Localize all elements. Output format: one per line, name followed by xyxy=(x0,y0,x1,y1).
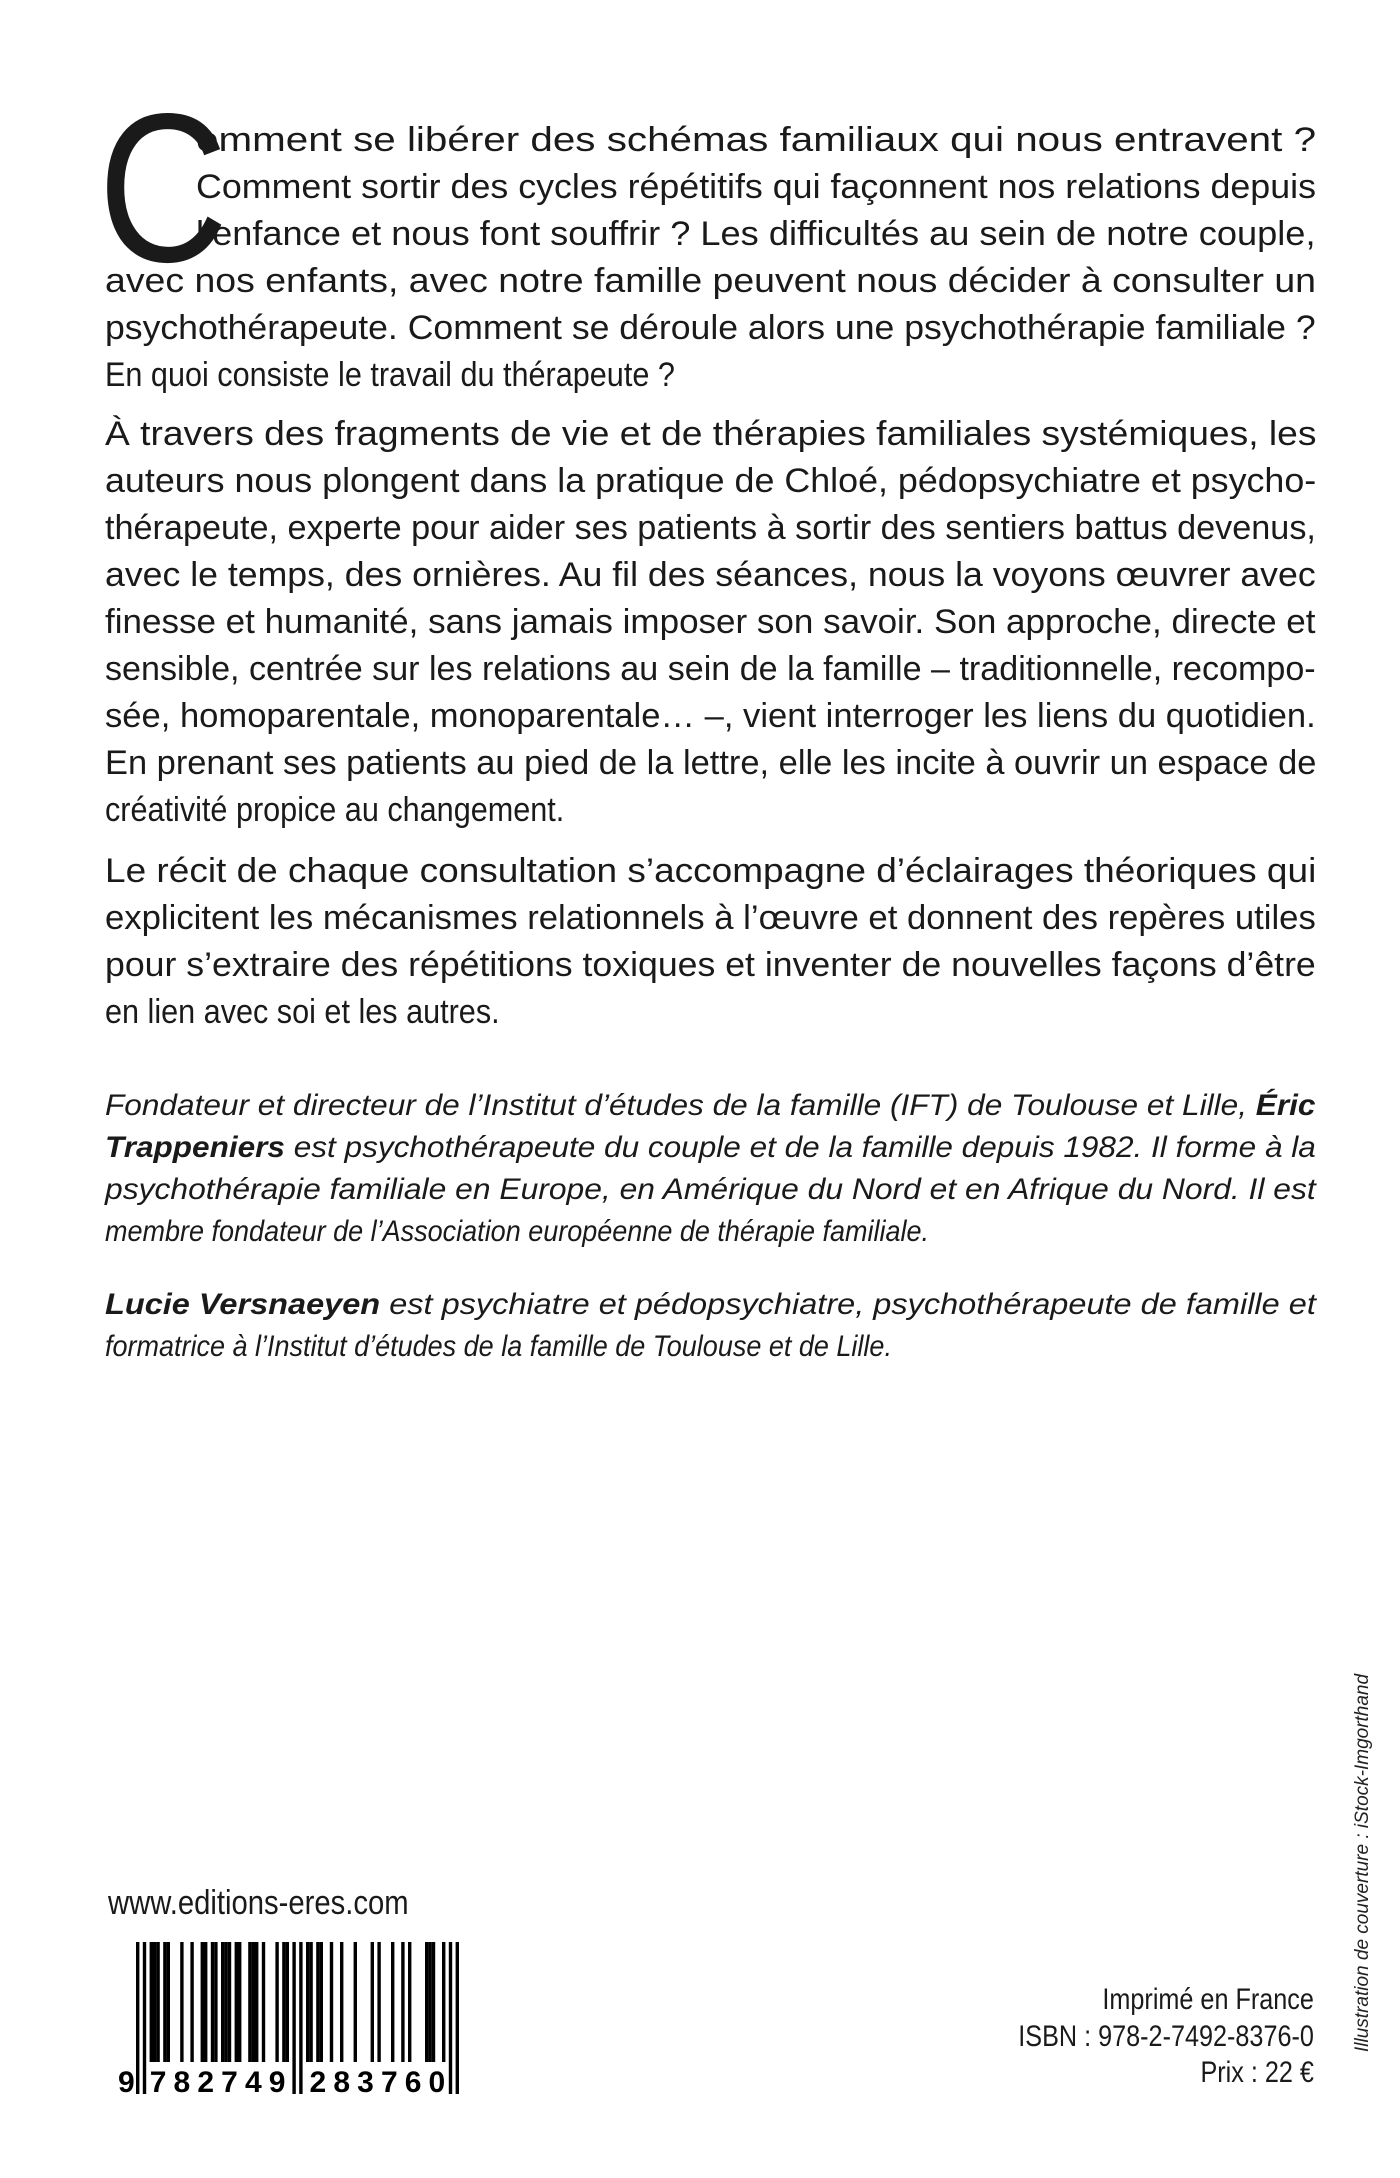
text-line-content: À travers des fragments de vie et de thérapies familiales systémiques, les xyxy=(105,415,1317,453)
barcode-digit: 9 xyxy=(268,2066,286,2099)
barcode-bar xyxy=(204,1942,207,2062)
theory-paragraph xyxy=(105,848,1316,1036)
barcode-bar xyxy=(449,1942,452,2094)
barcode-bar xyxy=(286,1942,289,2062)
text-line-content: créativité propice au changement. xyxy=(105,791,565,829)
text-line xyxy=(196,117,1316,164)
text-line xyxy=(105,599,1316,646)
text-line-content: psychothérapeute. Comment se déroule alors une psychothérapie familiale ? xyxy=(105,309,1316,347)
barcode-digit: 8 xyxy=(173,2066,191,2099)
barcode-bar xyxy=(320,1942,323,2062)
text-line-content: En prenant ses patients au pied de la lettre, elle les incite à ouvrir un espace de xyxy=(105,744,1317,782)
barcode-bar xyxy=(316,1942,319,2062)
intro-paragraph xyxy=(105,117,1316,399)
barcode-bar xyxy=(214,1942,217,2062)
text-line xyxy=(105,989,1316,1036)
text-line-content: Le récit de chaque consultation s’accompagne d’éclairages théoriques qui xyxy=(105,852,1317,890)
barcode-digit: 7 xyxy=(149,2066,167,2099)
barcode-bar xyxy=(299,1942,302,2094)
text-line-content: avec nos enfants, avec notre famille peuvent nous décider à consulter un xyxy=(105,262,1317,300)
bio-line xyxy=(105,1211,1316,1253)
description-paragraph xyxy=(105,411,1316,834)
barcode-bar xyxy=(167,1942,170,2062)
bio-text: est psychothérapeute du couple et de la famille depuis 1982. Il forme à la xyxy=(284,1131,1316,1164)
cover-credit: Illustration de couverture : iStock-Imgorthand xyxy=(1352,1673,1373,2052)
imprint-block xyxy=(962,1982,1314,2092)
barcode-bar xyxy=(153,1942,156,2062)
text-line-content: sensible, centrée sur les relations au sein de la famille – traditionnelle, recompo- xyxy=(105,650,1316,688)
text-line-content: sée, homoparentale, monoparentale… –, vient interroger les liens du quotidien. xyxy=(105,697,1316,735)
price: Prix : 22 € xyxy=(1200,2056,1314,2089)
printed-in: Imprimé en France xyxy=(1102,1983,1314,2016)
barcode-digit: 2 xyxy=(309,2066,327,2099)
barcode-digit: 9 xyxy=(118,2066,135,2099)
text-line xyxy=(105,942,1316,989)
text-line-content: Comment sortir des cycles répétitifs qui façonnent nos relations depuis xyxy=(196,168,1316,206)
barcode-bar xyxy=(252,1942,255,2062)
author-bio-versnaeyen xyxy=(105,1284,1316,1368)
barcode-digit: 7 xyxy=(221,2066,238,2099)
text-line xyxy=(105,693,1316,740)
text-line xyxy=(105,787,1316,834)
text-line xyxy=(105,352,1316,399)
barcode-digit: 6 xyxy=(404,2066,422,2099)
text-line-content: omment se libérer des schémas familiaux qui nous entravent ? xyxy=(196,121,1317,159)
bio-line xyxy=(105,1127,1316,1169)
text-line xyxy=(105,848,1316,895)
bio-line xyxy=(105,1284,1316,1326)
text-line xyxy=(196,164,1316,211)
barcode-bar xyxy=(143,1942,146,2094)
author-name: Trappeniers xyxy=(105,1131,285,1164)
barcode-digit: 3 xyxy=(357,2066,374,2099)
barcode-bar xyxy=(180,1942,183,2062)
bio-line xyxy=(105,1085,1316,1127)
bio-text: est psychiatre et pédopsychiatre, psychothérapeute de famille et xyxy=(380,1288,1316,1321)
text-line xyxy=(105,895,1316,942)
text-line-content: auteurs nous plongent dans la pratique de Chloé, pédopsychiatre et psycho- xyxy=(105,462,1317,500)
barcode-bar xyxy=(150,1942,153,2062)
barcode-digit: 0 xyxy=(428,2066,446,2099)
text-line-content: En quoi consiste le travail du thérapeute ? xyxy=(105,356,675,394)
text-line xyxy=(105,258,1316,305)
text-line xyxy=(105,552,1316,599)
barcode-bar xyxy=(190,1942,193,2062)
barcode-digit: 7 xyxy=(380,2066,398,2099)
drop-cap: C xyxy=(98,69,229,306)
text-line xyxy=(105,411,1316,458)
text-line xyxy=(105,646,1316,693)
isbn-barcode xyxy=(110,1940,470,2100)
text-line xyxy=(105,305,1316,352)
barcode-bar xyxy=(211,1942,214,2062)
barcode-bar xyxy=(408,1942,411,2062)
barcode-digit: 4 xyxy=(244,2066,262,2099)
barcode-bar xyxy=(428,1942,431,2062)
barcode-bar xyxy=(201,1942,204,2062)
bio-line xyxy=(105,1169,1316,1211)
author-name: Lucie Versnaeyen xyxy=(105,1288,381,1321)
publisher-url[interactable]: www.editions-eres.com xyxy=(108,1884,409,1922)
bio-text: Fondateur et directeur de l’Institut d’études de la famille (IFT) de Toulouse et Lille, xyxy=(105,1089,1256,1122)
barcode-bar xyxy=(401,1942,404,2062)
barcode-bar xyxy=(456,1942,459,2094)
barcode-bar xyxy=(340,1942,343,2062)
barcode-bar xyxy=(221,1942,224,2062)
text-line-content: explicitent les mécanismes relationnels à l’œuvre et donnent des repères utiles xyxy=(105,899,1316,937)
barcode-bar xyxy=(282,1942,285,2062)
bio-line xyxy=(105,1326,1316,1368)
author-name: Éric xyxy=(1255,1089,1316,1122)
barcode-bar xyxy=(432,1942,435,2062)
text-line xyxy=(105,458,1316,505)
barcode-bar xyxy=(306,1942,309,2062)
barcode-bar xyxy=(238,1942,241,2062)
text-line xyxy=(196,211,1316,258)
text-line xyxy=(105,740,1316,787)
barcode-bar xyxy=(330,1942,333,2062)
barcode-bar xyxy=(391,1942,394,2062)
isbn: ISBN : 978-2-7492-8376-0 xyxy=(1018,2019,1314,2053)
barcode-bar xyxy=(163,1942,166,2062)
barcode-bar xyxy=(224,1942,227,2062)
bio-text: formatrice à l’Institut d’études de la famille de Toulouse et de Lille. xyxy=(105,1330,892,1363)
barcode-bar xyxy=(235,1942,238,2062)
barcode-bar xyxy=(156,1942,159,2062)
barcode-bar xyxy=(228,1942,231,2062)
barcode-bar xyxy=(275,1942,278,2062)
barcode-bar xyxy=(425,1942,428,2062)
author-bio-trappeniers xyxy=(105,1085,1316,1253)
barcode-digit: 2 xyxy=(197,2066,215,2099)
text-line-content: pour s’extraire des répétitions toxiques et inventer de nouvelles façons d’être xyxy=(105,946,1316,984)
barcode-digit: 8 xyxy=(333,2066,351,2099)
barcode-bar xyxy=(248,1942,251,2062)
barcode-bar xyxy=(136,1942,139,2094)
text-line-content: l’enfance et nous font souffrir ? Les difficultés au sein de notre couple, xyxy=(196,215,1316,253)
text-line-content: en lien avec soi et les autres. xyxy=(105,993,500,1031)
text-line xyxy=(105,505,1316,552)
barcode-bar xyxy=(377,1942,380,2062)
barcode-bar xyxy=(309,1942,312,2062)
barcode-bar xyxy=(262,1942,265,2062)
barcode-bar xyxy=(354,1942,357,2062)
text-line-content: finesse et humanité, sans jamais imposer son savoir. Son approche, directe et xyxy=(105,603,1316,641)
barcode-bar xyxy=(442,1942,445,2062)
bio-text: psychothérapie familiale en Europe, en Amérique du Nord et en Afrique du Nord. Il est xyxy=(105,1173,1316,1206)
barcode-bar xyxy=(371,1942,374,2062)
bio-text: membre fondateur de l’Association européenne de thérapie familiale. xyxy=(105,1215,930,1248)
barcode-bar xyxy=(255,1942,258,2062)
text-line-content: avec le temps, des ornières. Au fil des séances, nous la voyons œuvrer avec xyxy=(105,556,1316,594)
barcode-bar xyxy=(292,1942,295,2094)
text-line-content: thérapeute, experte pour aider ses patients à sortir des sentiers battus devenus, xyxy=(105,509,1316,547)
